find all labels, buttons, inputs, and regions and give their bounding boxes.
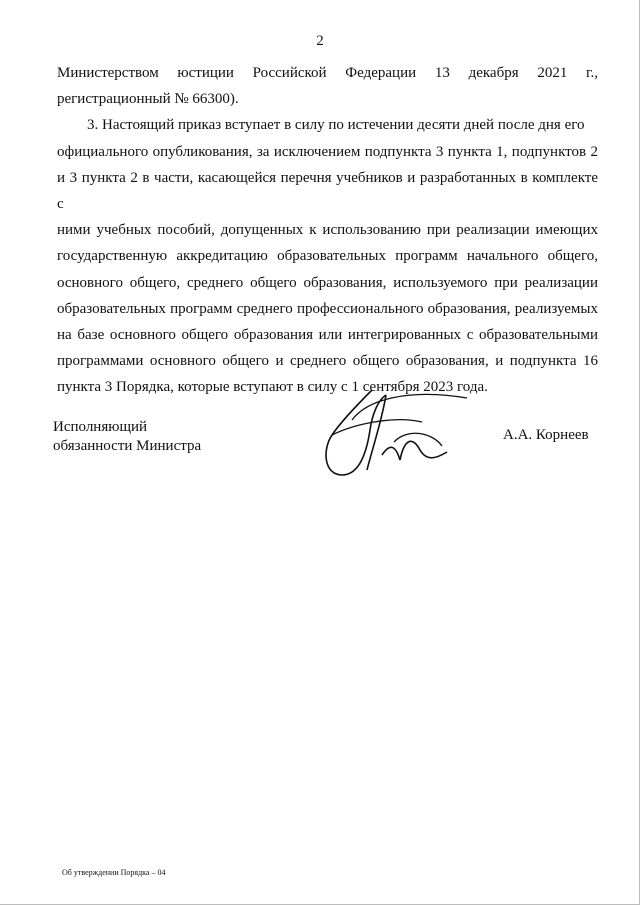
body-line: государственную аккредитацию образовательных программ начального общего, (57, 248, 598, 265)
footer-note: Об утверждении Порядка – 04 (62, 868, 166, 877)
body-line: основного общего, среднего общего образования, используемого при реализации (57, 274, 598, 291)
body-line: официального опубликования, за исключением подпункта 3 пункта 1, подпунктов 2 (57, 143, 598, 160)
body-line: регистрационный № 66300). (57, 91, 239, 108)
signatory-title-line2: обязанности Министра (53, 438, 202, 454)
body-line: образовательных программ среднего профессионального образования, реализуемых (57, 300, 598, 317)
document-body (57, 60, 598, 401)
signatory-title (53, 418, 201, 456)
handwritten-signature (312, 380, 482, 480)
paragraph-3-first-line: 3. Настоящий приказ вступает в силу по истечении десяти дней после дня его (87, 117, 585, 134)
body-line: ними учебных пособий, допущенных к использованию при реализации имеющих (57, 222, 598, 239)
signatory-title-line1: Исполняющий (53, 419, 148, 435)
body-line: пункта 3 Порядка, которые вступают в силу с 1 сентября 2023 года. (57, 379, 488, 396)
body-line: программами основного общего и среднего общего образования, и подпункта 16 (57, 353, 598, 370)
page-number: 2 (316, 33, 324, 49)
body-line: Министерством юстиции Российской Федерации 13 декабря 2021 г., (57, 65, 598, 81)
body-line: на базе основного общего образования или интегрированных с образовательными (57, 327, 598, 344)
body-line: и 3 пункта 2 в части, касающейся перечня учебников и разработанных в комплекте с (57, 169, 598, 213)
signatory-name: А.А. Корнеев (503, 427, 589, 443)
